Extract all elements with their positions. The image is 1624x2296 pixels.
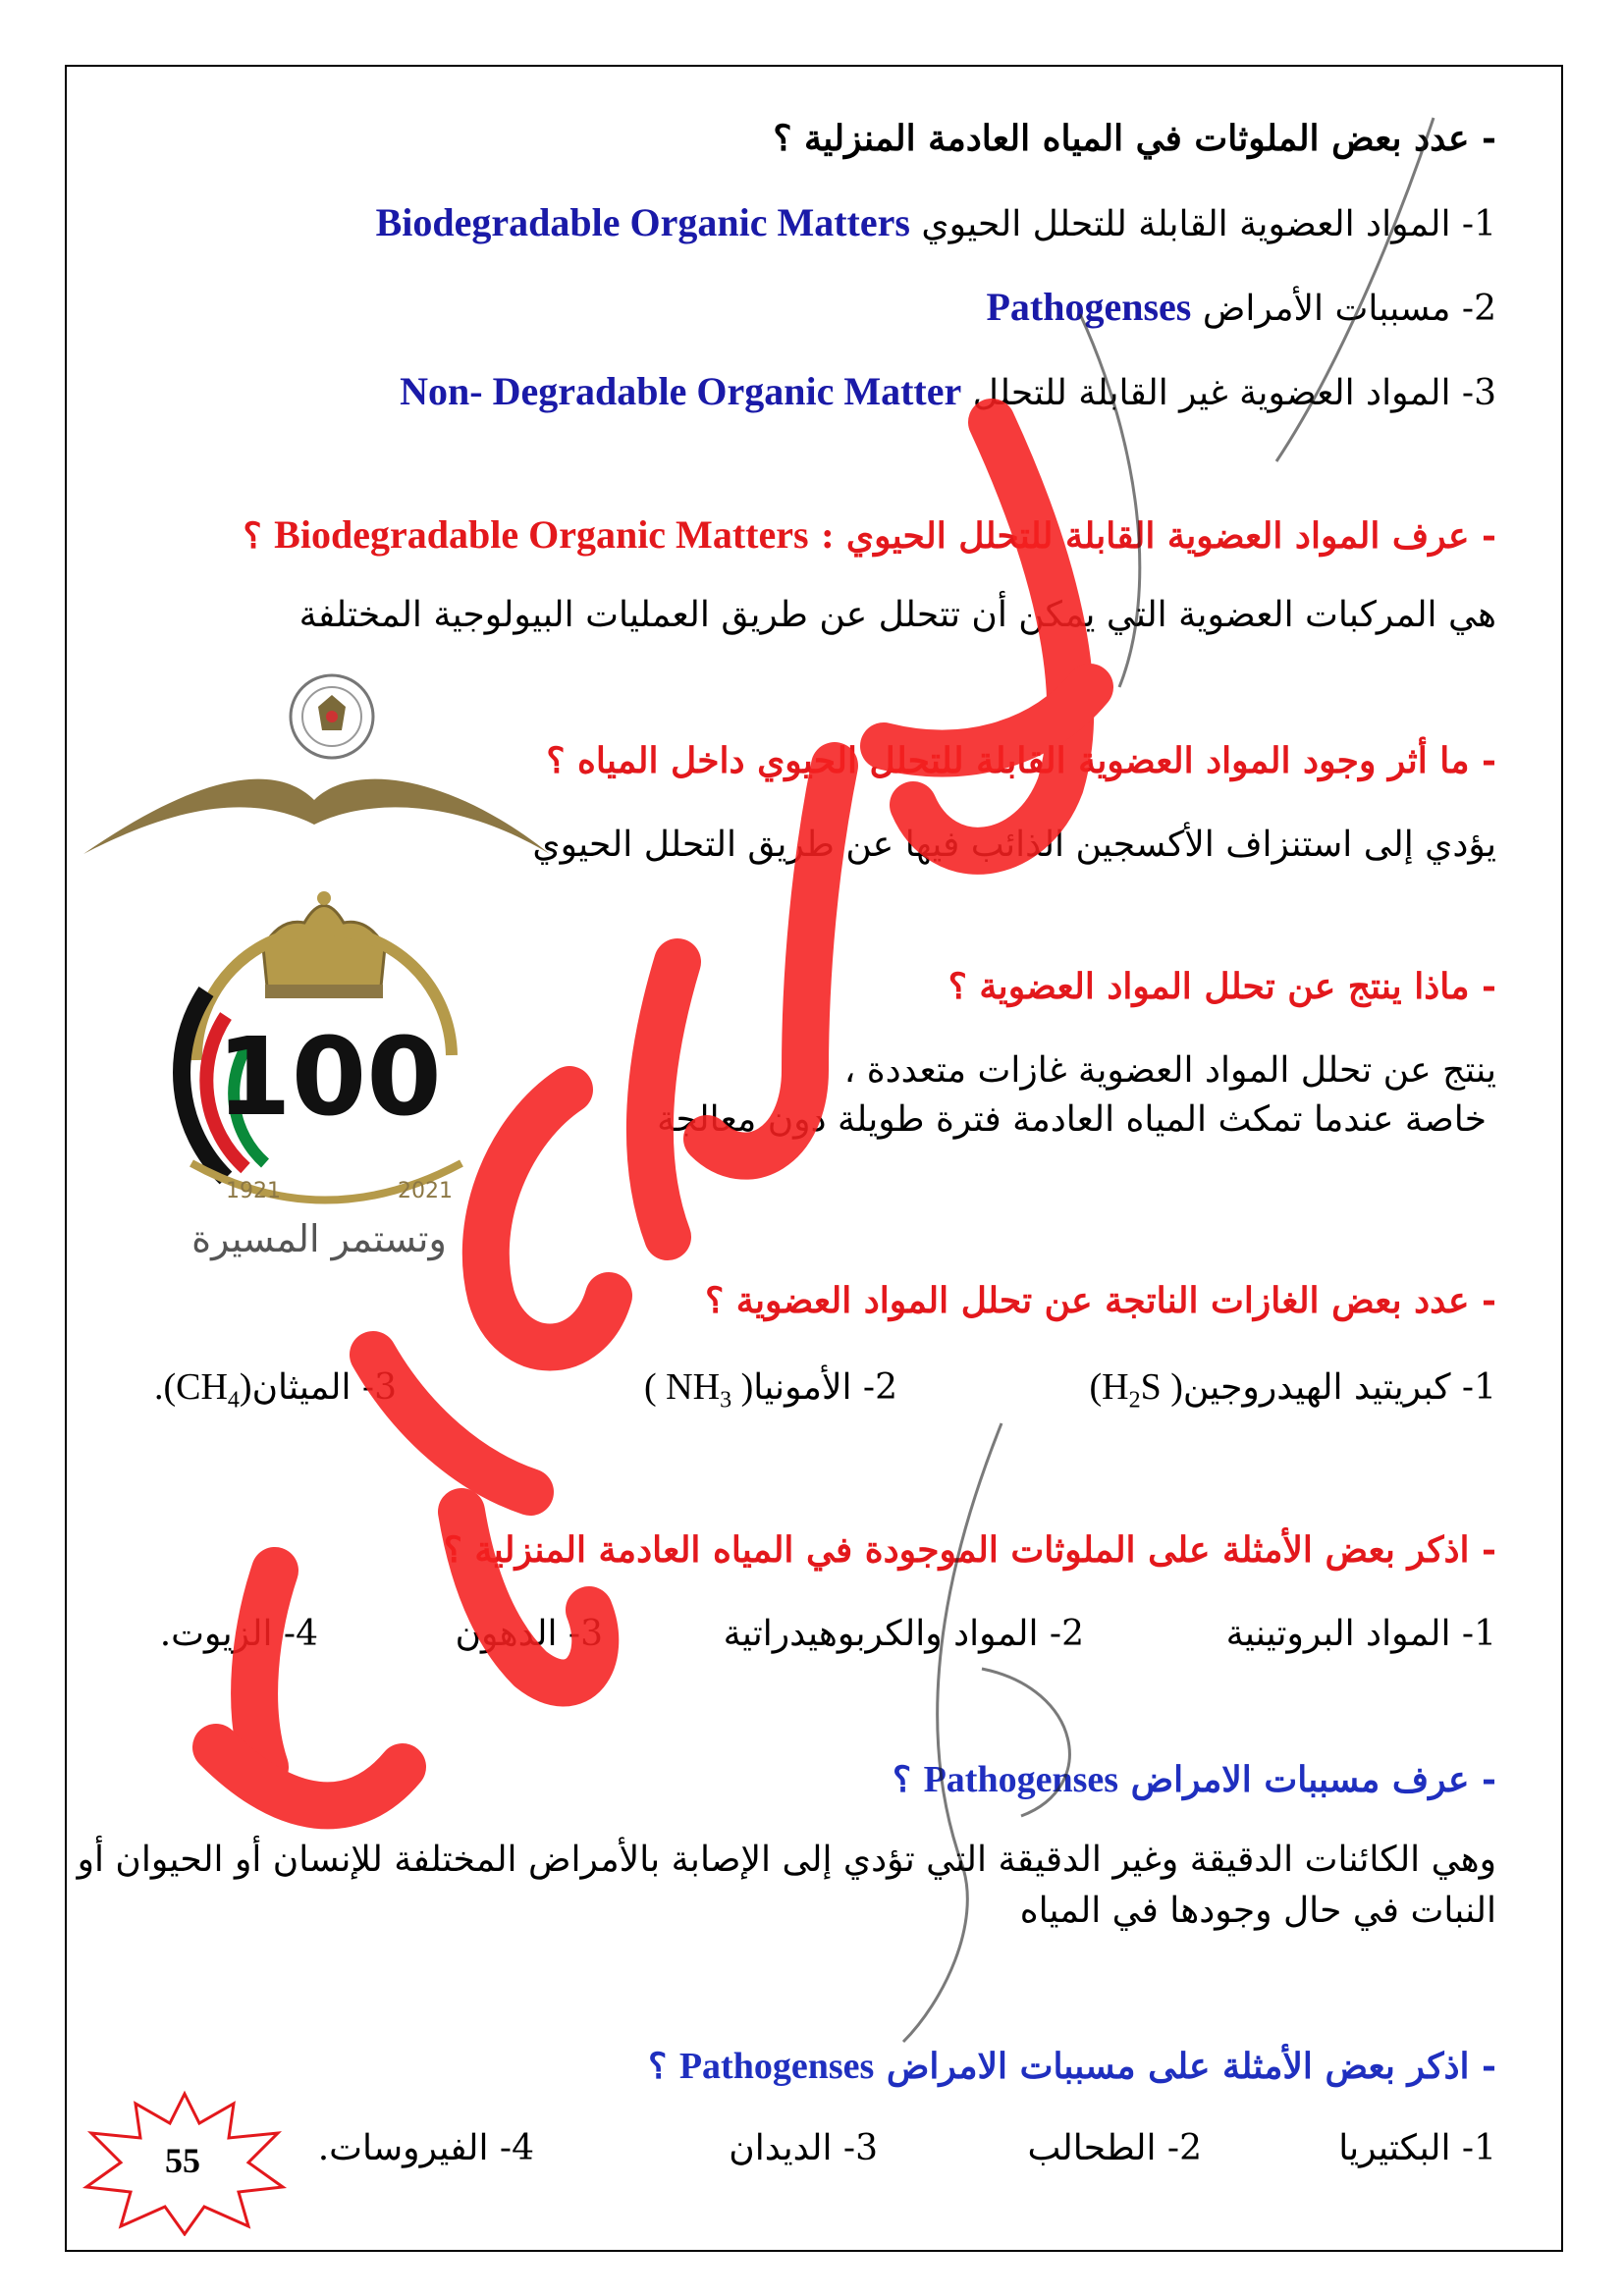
ministry-emblem-icon (291, 675, 373, 758)
q4-answer-1: ينتج عن تحلل المواد العضوية غازات متعددة ، (843, 1050, 1496, 1091)
question-8: - اذكر بعض الأمثلة على مسببات الامراض Pathogenses ؟ (648, 2046, 1496, 2087)
q3-answer: يؤدي إلى استنزاف الأكسجين الذائب فيها عن طريق التحلل الحيوي (532, 825, 1496, 865)
question-6: - اذكر بعض الأمثلة على الملوثات الموجودة في المياه العادمة المنزلية ؟ (443, 1529, 1496, 1571)
q7-answer-1: وهي الكائنات الدقيقة وغير الدقيقة التي تؤدي إلى الإصابة بالأمراض المختلفة للإنسان أو الحيوان أو (77, 1840, 1496, 1880)
pathogen-item-3: 3- الديدان (729, 2128, 878, 2168)
pathogen-item-2: 2- الطحالب (1027, 2128, 1202, 2168)
pollutant-item-3: 3- الدهون (455, 1614, 603, 1654)
q2-answer: هي المركبات العضوية التي يمكن أن تتحلل عن طريق العمليات البيولوجية المختلفة (298, 595, 1496, 635)
pathogen-item-1: 1- البكتيريا (1338, 2128, 1496, 2168)
q7-answer-2: النبات في حال وجودها في المياه (1019, 1891, 1496, 1931)
q4-answer-2: خاصة عندما تمكث المياه العادمة فترة طويلة دون معالجة (657, 1099, 1487, 1140)
gas-item-2: 2- الأمونيا( $NH_3$ ) (644, 1366, 897, 1414)
q1-item-1: 1- المواد العضوية القابلة للتحلل الحيوي Biodegradable Organic Matters (375, 200, 1496, 244)
question-5: - عدد بعض الغازات الناتجة عن تحلل المواد العضوية ؟ (705, 1280, 1496, 1321)
q1-item-2: 2- مسببات الأمراض Pathogenses (986, 285, 1496, 329)
centennial-logo (79, 667, 569, 1276)
q1-item-3: 3- المواد العضوية غير القابلة للتحلل Non- Degradable Organic Matter (400, 369, 1496, 413)
pollutant-item-4: 4- الزيوت. (159, 1614, 318, 1654)
svg-text:2021: 2021 (398, 1179, 453, 1203)
page-number: 55 (165, 2141, 200, 2180)
question-7: - عرف مسببات الامراض Pathogenses ؟ (892, 1759, 1496, 1800)
question-1: - عدد بعض الملوثات في المياه العادمة المنزلية ؟ (773, 118, 1496, 159)
crown-icon (263, 891, 385, 998)
pollutant-item-1: 1- المواد البروتينية (1225, 1614, 1496, 1654)
question-4: - ماذا ينتج عن تحلل المواد العضوية ؟ (947, 966, 1496, 1007)
pollutant-item-2: 2- المواد والكربوهيدراتية (723, 1614, 1084, 1654)
svg-text:1921: 1921 (226, 1179, 281, 1203)
question-2: - عرف المواد العضوية القابلة للتحلل الحيوي : Biodegradable Organic Matters ؟ (243, 512, 1496, 557)
gas-item-3: 3- $الميثان(CH_4)$. (153, 1366, 397, 1414)
question-3: - ما أثر وجود المواد العضوية القابلة للتحلل الحيوي داخل المياه ؟ (546, 740, 1496, 781)
svg-text:100: 100 (216, 1014, 442, 1140)
logo-slogan: وتستمر المسيرة (191, 1217, 447, 1260)
gas-item-1: 1- كبريتيد الهيدروجين( $H_2S$) (1089, 1366, 1496, 1414)
pathogen-item-4: 4- الفيروسات. (317, 2128, 534, 2168)
